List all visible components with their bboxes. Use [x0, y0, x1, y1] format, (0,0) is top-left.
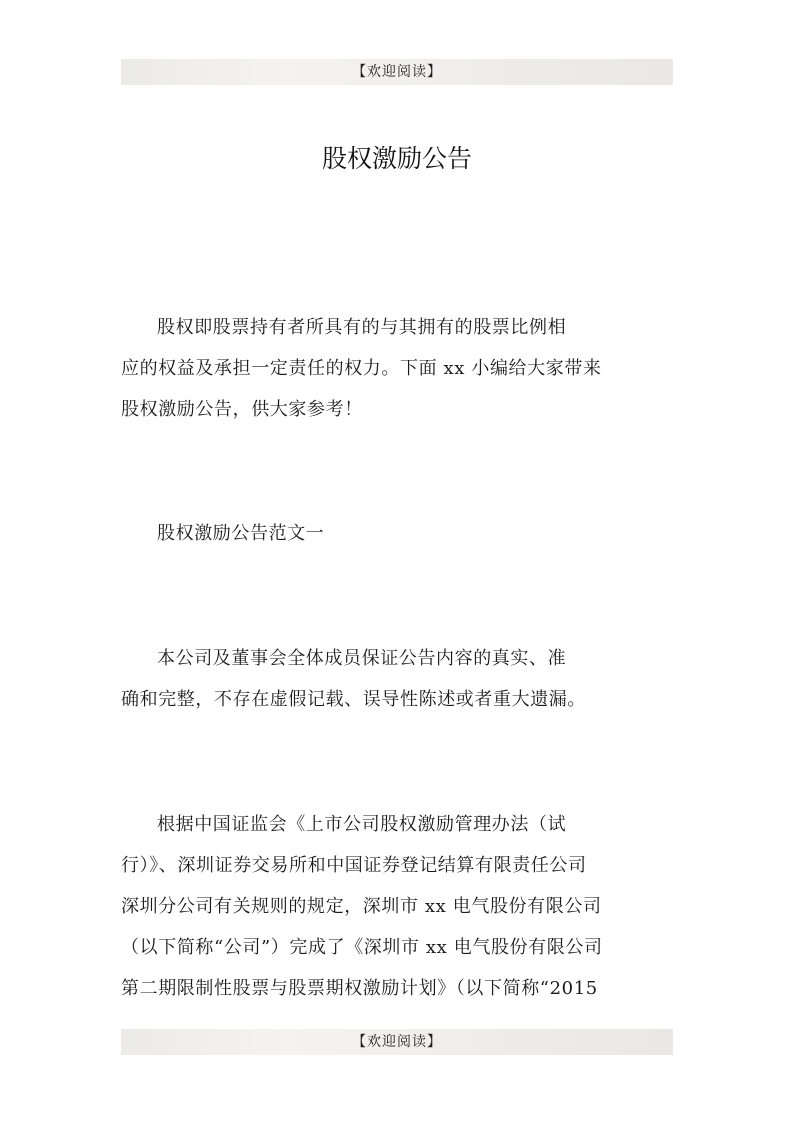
- paragraph-line: 本公司及董事会全体成员保证公告内容的真实、准: [157, 648, 567, 669]
- document-title: 股权激励公告: [321, 144, 472, 173]
- section-heading: [121, 513, 673, 554]
- footer-banner-label: 【欢迎阅读】: [352, 1034, 442, 1050]
- paragraph-line: 第二期限制性股票与股票期权激励计划》（以下简称“2015: [121, 978, 598, 999]
- header-banner: [121, 59, 673, 85]
- paragraph-line: 应的权益及承担一定责任的权力。下面 xx 小编给大家带来: [121, 358, 602, 379]
- footer-banner: [121, 1029, 673, 1055]
- section-heading-text: 股权激励公告范文一: [157, 523, 325, 544]
- paragraph-body: [121, 804, 673, 1009]
- paragraph-line: 股权激励公告，供大家参考！: [121, 399, 363, 420]
- paragraph-line: 根据中国证监会《上市公司股权激励管理办法（试: [157, 814, 567, 835]
- paragraph-intro: [121, 307, 673, 430]
- paragraph-statement: [121, 638, 673, 720]
- paragraph-line: 确和完整，不存在虚假记载、误导性陈述或者重大遗漏。: [121, 689, 586, 710]
- paragraph-line: （以下简称“公司”）完成了《深圳市 xx 电气股份有限公司: [121, 937, 603, 958]
- header-banner-label: 【欢迎阅读】: [352, 64, 442, 80]
- paragraph-line: 股权即股票持有者所具有的与其拥有的股票比例相: [157, 317, 567, 338]
- paragraph-line: 行）》、深圳证券交易所和中国证券登记结算有限责任公司: [121, 855, 587, 876]
- paragraph-line: 深圳分公司有关规则的规定，深圳市 xx 电气股份有限公司: [121, 896, 602, 917]
